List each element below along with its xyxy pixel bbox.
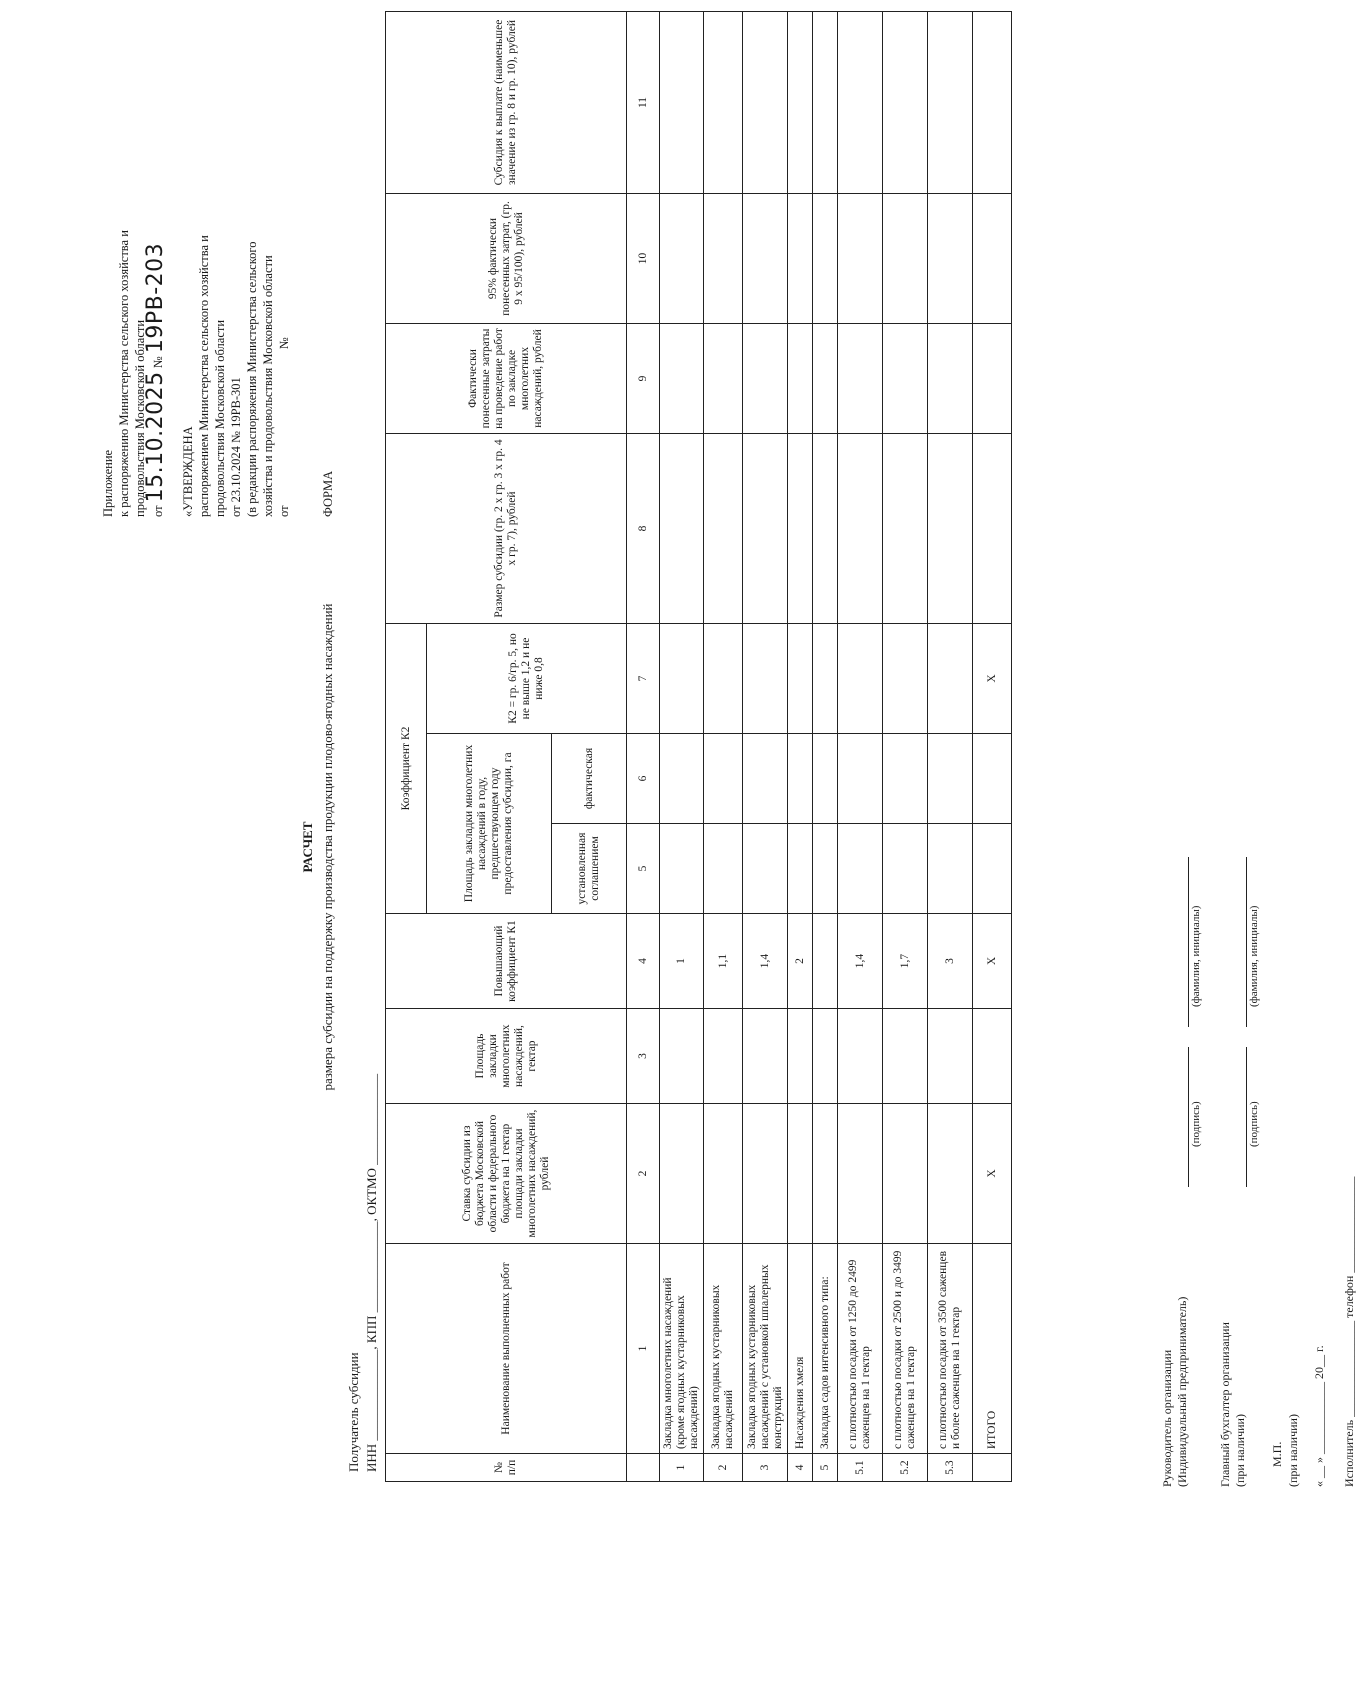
approved-line: распоряжением Министерства сельского хозяйства и [197, 235, 211, 517]
header-no: № п/п [386, 1454, 627, 1482]
column-number: 10 [627, 193, 660, 323]
table-row [788, 11, 813, 1481]
approved-heading: «УТВЕРЖДЕНА [181, 426, 195, 517]
row-95 [928, 193, 973, 323]
column-number: 5 [627, 824, 660, 914]
column-number: 7 [627, 623, 660, 733]
row-pay [743, 11, 788, 193]
name-caption: (фамилия, инициалы) [1190, 905, 1202, 1007]
row-95 [704, 193, 743, 323]
header-k2-group: Коэффициент К2 [386, 623, 427, 913]
accountant-note: (при наличии) [1233, 1414, 1247, 1487]
row-rate [743, 1104, 788, 1244]
table-row [838, 11, 883, 1481]
table-row [743, 11, 788, 1481]
header-k2-set: установленная соглашением [552, 824, 627, 914]
column-number: 6 [627, 734, 660, 824]
header-k2-fact: фактическая [552, 734, 627, 824]
table-row [660, 11, 704, 1481]
row-k2-calc [928, 623, 973, 733]
approved-line: продовольствия Московской области [213, 319, 227, 517]
row-95 [838, 193, 883, 323]
column-number: 1 [627, 1244, 660, 1454]
row-name: Закладка садов интенсивного типа: [813, 1244, 838, 1454]
header-rate: Ставка субсидии из бюджета Московской области и федерального бюджета на 1 гектар площади закладки многолетних насаждений, рублей [386, 1104, 627, 1244]
title-subtitle: размера субсидии на поддержку производства продукции плодово-ягодных насаждений [320, 603, 335, 1091]
document-title [300, 297, 336, 1397]
table-row [928, 11, 973, 1481]
row-pay [838, 11, 883, 193]
row-costs [660, 323, 704, 433]
approval-line: продовольствия Московской области [133, 319, 147, 517]
form-label: ФОРМА [321, 470, 335, 517]
date-line: « __ » ____________ 20__ г. [1312, 1345, 1326, 1487]
row-pay [883, 11, 928, 193]
name-line [1188, 857, 1189, 1027]
row-k2-set [813, 824, 838, 914]
row-k1: 1,4 [743, 914, 788, 1009]
row-k2-calc [883, 623, 928, 733]
row-size [660, 433, 704, 623]
row-k2-fact [743, 734, 788, 824]
executor-line: Исполнитель ________________ телефон ________________ [1342, 1176, 1356, 1487]
row-k2-fact [883, 734, 928, 824]
approved-number-prefix: № [277, 337, 291, 350]
signature-caption: (подпись) [1248, 1101, 1260, 1147]
header-k1: Повышающий коэффициент К1 [386, 914, 627, 1009]
signature-line [1188, 1047, 1189, 1187]
row-costs [743, 323, 788, 433]
row-k2-set [928, 824, 973, 914]
row-k1: 1 [660, 914, 704, 1009]
row-number [973, 1454, 1012, 1482]
header-size: Размер субсидии (гр. 2 х гр. 3 х гр. 4 х гр. 7), рублей [386, 433, 627, 623]
column-number: 2 [627, 1104, 660, 1244]
row-95 [788, 193, 813, 323]
row-number: 5 [813, 1454, 838, 1482]
approval-date-line [143, 37, 168, 517]
table-row [973, 11, 1012, 1481]
row-costs [928, 323, 973, 433]
row-pay [928, 11, 973, 193]
row-k1: 1,4 [838, 914, 883, 1009]
row-pay [973, 11, 1012, 193]
row-area [973, 1009, 1012, 1104]
column-number: 9 [627, 323, 660, 433]
approved-date-prefix: от [277, 505, 291, 517]
row-number: 5.3 [928, 1454, 973, 1482]
row-number: 1 [660, 1454, 704, 1482]
row-k2-calc [704, 623, 743, 733]
row-k1: Х [973, 914, 1012, 1009]
head-title-2: (Индивидуальный предприниматель) [1175, 1296, 1189, 1487]
name-caption: (фамилия, инициалы) [1248, 905, 1260, 1007]
row-k2-calc: Х [973, 623, 1012, 733]
row-area [660, 1009, 704, 1104]
row-k2-calc [743, 623, 788, 733]
row-k2-set [743, 824, 788, 914]
header-pay: Субсидия к выплате (наименьшее значение из гр. 8 и гр. 10), рублей [386, 11, 627, 193]
table-row [704, 11, 743, 1481]
signature-caption: (подпись) [1190, 1101, 1202, 1147]
row-name: Насаждения хмеля [788, 1244, 813, 1454]
row-size [928, 433, 973, 623]
row-number: 2 [704, 1454, 743, 1482]
row-area [813, 1009, 838, 1104]
row-name: Закладка ягодных кустарниковых насаждений [704, 1244, 743, 1454]
approval-date-prefix: от [151, 505, 165, 517]
row-pay [813, 11, 838, 193]
header-costs: Фактически понесенные затраты на проведение работ по закладке многолетних насаждений, рублей [386, 323, 627, 433]
row-name: Закладка многолетних насаждений (кроме ягодных кустарниковых насаждений) [660, 1244, 704, 1454]
handwritten-number: 19РВ-203 [143, 242, 168, 354]
header-name: Наименование выполненных работ [386, 1244, 627, 1454]
table-row [883, 11, 928, 1481]
column-number [627, 1454, 660, 1482]
row-area [704, 1009, 743, 1104]
row-k1: 3 [928, 914, 973, 1009]
row-number: 5.2 [883, 1454, 928, 1482]
row-costs [704, 323, 743, 433]
name-line [1246, 857, 1247, 1027]
row-number: 3 [743, 1454, 788, 1482]
row-pay [788, 11, 813, 193]
row-k2-set [973, 824, 1012, 914]
column-number: 11 [627, 11, 660, 193]
row-k1: 2 [788, 914, 813, 1009]
row-size [838, 433, 883, 623]
row-95 [813, 193, 838, 323]
row-number: 4 [788, 1454, 813, 1482]
head-title: Руководитель организации [1160, 1349, 1174, 1487]
approval-line: Приложение [101, 449, 115, 517]
row-k2-fact [973, 734, 1012, 824]
row-k2-fact [838, 734, 883, 824]
row-k2-fact [928, 734, 973, 824]
row-costs [788, 323, 813, 433]
row-area [883, 1009, 928, 1104]
row-area [838, 1009, 883, 1104]
row-rate [704, 1104, 743, 1244]
row-area [928, 1009, 973, 1104]
row-95 [973, 193, 1012, 323]
column-number: 3 [627, 1009, 660, 1104]
approval-number-prefix: № [151, 356, 165, 369]
row-size [973, 433, 1012, 623]
row-name: с плотностью посадки от 2500 и до 3499 саженцев на 1 гектар [883, 1244, 928, 1454]
row-pay [704, 11, 743, 193]
approved-line: (в редакции распоряжения Министерства сельского [245, 241, 259, 517]
row-k2-set [704, 824, 743, 914]
column-number: 8 [627, 433, 660, 623]
row-k2-set [660, 824, 704, 914]
row-size [704, 433, 743, 623]
row-costs [813, 323, 838, 433]
row-costs [883, 323, 928, 433]
signature-line [1246, 1047, 1247, 1187]
row-rate [928, 1104, 973, 1244]
row-size [813, 433, 838, 623]
row-k2-fact [704, 734, 743, 824]
row-k2-fact [660, 734, 704, 824]
row-costs [973, 323, 1012, 433]
table-row [813, 11, 838, 1481]
row-k2-calc [788, 623, 813, 733]
handwritten-date: 15.10.2025 [143, 371, 168, 503]
row-95 [883, 193, 928, 323]
header-k2-calc: К2 = гр. 6/гр. 5, но не выше 1,2 и не ниже 0,8 [427, 623, 627, 733]
row-name: с плотностью посадки от 1250 до 2499 саженцев на 1 гектар [838, 1244, 883, 1454]
row-size [788, 433, 813, 623]
row-k2-set [788, 824, 813, 914]
row-k1: 1,1 [704, 914, 743, 1009]
row-k2-calc [838, 623, 883, 733]
recipient-block [345, 1074, 381, 1472]
row-k2-calc [660, 623, 704, 733]
row-size [743, 433, 788, 623]
row-k2-set [838, 824, 883, 914]
column-number: 4 [627, 914, 660, 1009]
row-k2-fact [788, 734, 813, 824]
row-k2-calc [813, 623, 838, 733]
header-k2-area: Площадь закладки многолетних насаждений в году, предшествующем году предоставления субсидии, га [427, 734, 552, 914]
approval-line: к распоряжению Министерства сельского хозяйства и [117, 230, 131, 517]
header-95: 95% фактически понесенных затрат, (гр. 9 х 95/100), рублей [386, 193, 627, 323]
row-area [743, 1009, 788, 1104]
approved-line [276, 37, 292, 517]
row-k2-set [883, 824, 928, 914]
recipient-label: Получатель субсидии [346, 1352, 361, 1472]
row-k1: 1,7 [883, 914, 928, 1009]
row-95 [660, 193, 704, 323]
stamp-note: (при наличии) [1286, 1414, 1300, 1487]
row-name: Закладка ягодных кустарниковых насаждений с установкой шпалерных конструкций [743, 1244, 788, 1454]
row-k1 [813, 914, 838, 1009]
row-costs [838, 323, 883, 433]
recipient-ids: ИНН ______________, КПП ______________, ОКТМО ______________ [364, 1073, 379, 1472]
accountant-title: Главный бухгалтер организации [1218, 1322, 1232, 1487]
calculation-table [385, 11, 1012, 1482]
row-95 [743, 193, 788, 323]
column-numbers-row [627, 11, 660, 1481]
row-size [883, 433, 928, 623]
row-name: с плотностью посадки от 3500 саженцев и более саженцев на 1 гектар [928, 1244, 973, 1454]
row-number: 5.1 [838, 1454, 883, 1482]
row-pay [660, 11, 704, 193]
row-rate: Х [973, 1104, 1012, 1244]
row-name: ИТОГО [973, 1244, 1012, 1454]
row-rate [883, 1104, 928, 1244]
approved-line: от 23.10.2024 № 19РВ-301 [229, 377, 243, 517]
row-k2-fact [813, 734, 838, 824]
header-area: Площадь закладки многолетних насаждений, гектар [386, 1009, 627, 1104]
row-rate [838, 1104, 883, 1244]
approved-line: хозяйства и продовольствия Московской области [261, 255, 275, 517]
row-area [788, 1009, 813, 1104]
row-rate [788, 1104, 813, 1244]
stamp-label: М.П. [1270, 1441, 1284, 1467]
title-main: РАСЧЕТ [300, 821, 315, 873]
row-rate [813, 1104, 838, 1244]
row-rate [660, 1104, 704, 1244]
